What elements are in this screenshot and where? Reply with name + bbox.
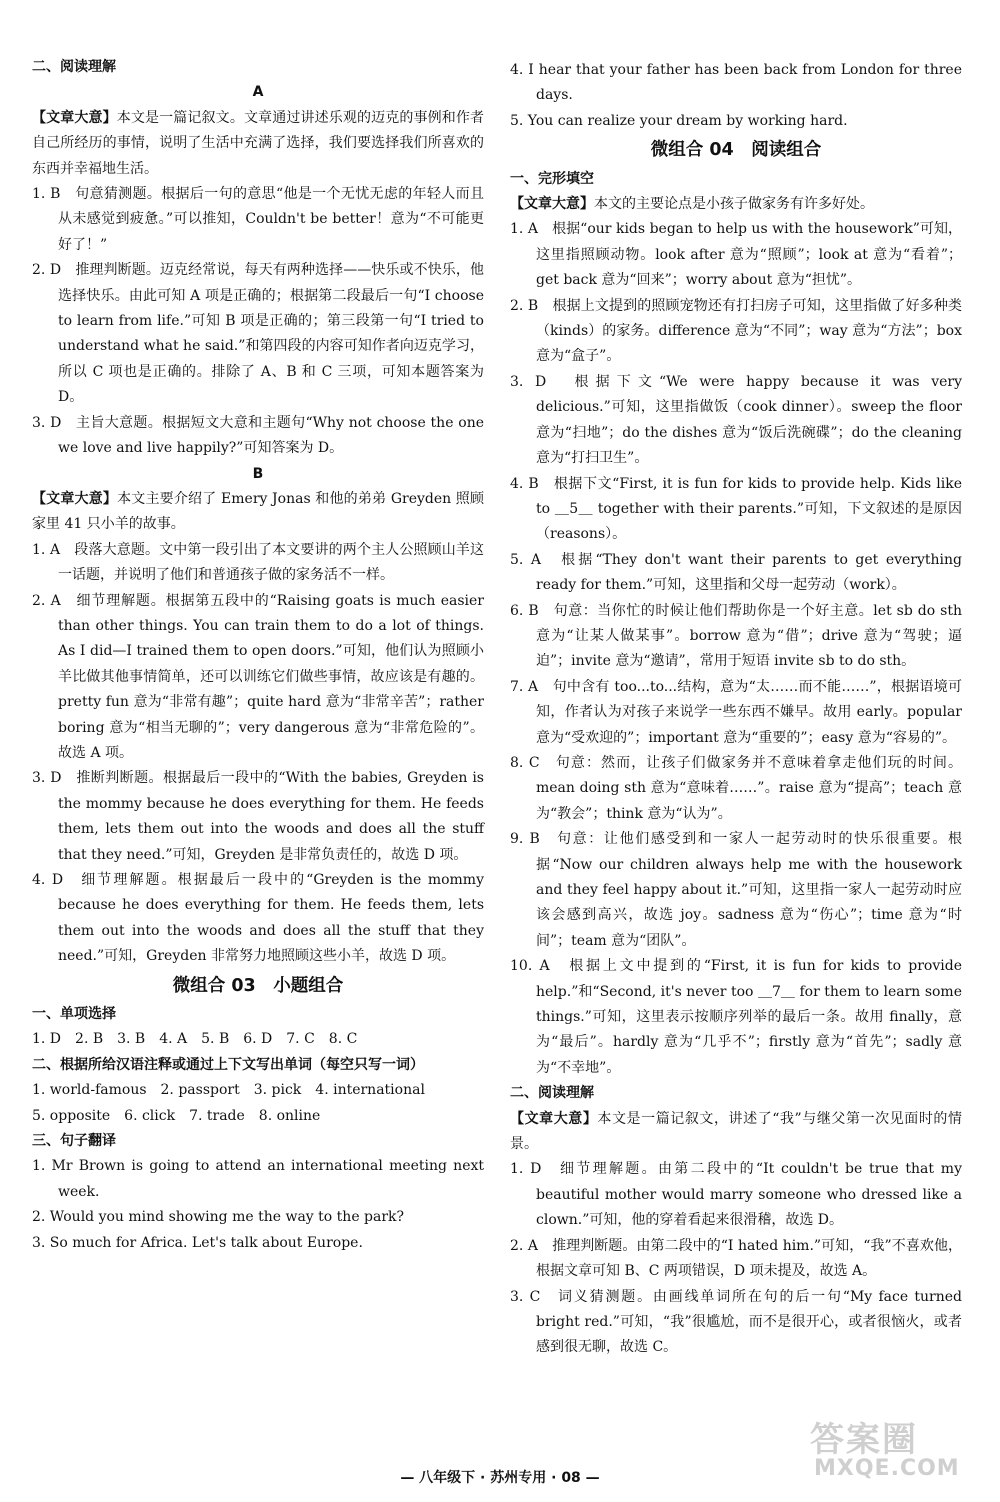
summary-tag: 【文章大意】: [510, 1110, 598, 1127]
answer-item: 2. A 推理判断题。由第二段中的“I hated him.”可知，“我”不喜欢他，根据文章可知 B、C 两项错误，D 项未提及，故选 A。: [510, 1237, 962, 1280]
summary-text: 本文的主要论点是小孩子做家务有许多好处。: [594, 196, 874, 213]
reading-summary: [510, 1107, 962, 1158]
answer-item: 1. D 细节理解题。由第二段中的“It couldn't be true that my beautiful mother would marry someone who dressed like a clown.”可知，他的穿着看起来很滑稽，故选 D。: [510, 1161, 962, 1229]
translation-item: 1. Mr Brown is going to attend an international meeting next week.: [32, 1158, 484, 1200]
translation-item: 3. So much for Africa. Let's talk about Europe.: [32, 1234, 363, 1251]
passage-label-b: B: [252, 465, 264, 482]
answer-item: 1. B 句意猜测题。根据后一句的意思“他是一个无忧无虑的年轻人而且从未感觉到疲惫。”可以推知，Couldn't be better！意为“不可能更好了！”: [32, 186, 484, 253]
single-choice-answers: 1. D 2. B 3. B 4. A 5. B 6. D 7. C 8. C: [32, 1031, 358, 1048]
passage-a-summary: [32, 106, 484, 182]
summary-tag: 【文章大意】: [510, 196, 594, 213]
passage-label-a: A: [252, 84, 264, 101]
page-footer: — 八年级下 · 苏州专用 · 08 —: [400, 1470, 600, 1486]
answer-item: 4. B 根据下文“First, it is fun for kids to provide help. Kids like to ＿5＿ together with their parents.”可知，下文叙述的是原因（reasons）。: [510, 475, 962, 543]
answer-item: 3. C 词义猜测题。由画线单词所在句的后一句“My face turned bright red.”可知，“我”很尴尬，而不是很开心，或者很恼火，或者感到很无聊，故选 C。: [510, 1288, 962, 1356]
answer-item: 4. D 细节理解题。根据最后一段中的“Greyden is the mommy because he does everything for them. He feeds them, lets them out into the woods and does all the stuff that they need.”可知，Greyden 非常努力地照顾这些小羊，故选 D 项。: [32, 872, 484, 965]
watermark-logo: [790, 1412, 980, 1492]
answer-item: 1. A 段落大意题。文中第一段引出了本文要讲的两个主人公照顾山羊这一话题，并说明了他们和普通孩子做的家务活不一样。: [32, 541, 484, 584]
answer-item: 2. B 根据上文提到的照顾宠物还有打扫房子可知，这里指做了好多种类（kinds）的家务。difference 意为“不同”；way 意为“方法”；box 意为“盒子”。: [510, 297, 962, 365]
translation-item: 5. You can realize your dream by working hard.: [510, 112, 848, 129]
answer-item: 8. C 句意：然而，让孩子们做家务并不意味着拿走他们玩的时间。mean doing sth 意为“意味着……”。raise 意为“提高”；teach 意为“教会”；think 意为“认为”。: [510, 754, 962, 822]
right-column: [510, 58, 962, 1361]
micro-group-04-title: 微组合 04 阅读组合: [650, 140, 822, 161]
answer-item: 3. D 主旨大意题。根据短文大意和主题句“Why not choose the one we love and live happily?”可知答案为 D。: [32, 414, 484, 457]
fill-words-line: 5. opposite 6. click 7. trade 8. online: [32, 1107, 321, 1124]
answer-item: 9. B 句意：让他们感受到和一家人一起劳动时的快乐很重要。根据“Now our children always help me with the housework and they feel happy about it.”可知，这里指一家人一起劳动时应该会感到高兴，故选 joy。sadness 意为“伤心”；time 意为“时间”；team 意为“团队”。: [510, 831, 962, 949]
answer-item: 3. D 推断判断题。根据最后一段中的“With the babies, Greyden is the mommy because he does everything for them. He feeds them, lets them out into the woods and does all the stuff that they need.”可知，Greyden 是非常负责任的，故选 D 项。: [32, 770, 484, 863]
answer-item: 6. B 句意：当你忙的时候让他们帮助你是一个好主意。let sb do sth 意为“让某人做某事”。borrow 意为“借”；drive 意为“驾驶；逼迫”；invite 意为“邀请”，常用于短语 invite sb to do sth。: [510, 602, 962, 670]
answer-item: 2. D 推理判断题。迈克经常说，每天有两种选择——快乐或不快乐，他选择快乐。由此可知 A 项是正确的；根据第二段最后一句“I choose to learn from life.”可知 B 项是正确的；第三段第一句“I tried to understand what he said.”和第四段的内容可知作者向迈克学习，所以 C 项也是正确的。排除了 A、B 和 C 三项，可知本题答案为 D。: [32, 262, 484, 406]
summary-text: 本文是一篇记叙文，讲述了“我”与继父第一次见面时的情景。: [510, 1110, 962, 1153]
left-column: [32, 55, 484, 1256]
answer-item: 3. D 根据下文“We were happy because it was very delicious.”可知，这里指做饭（cook dinner）。sweep the floor 意为“扫地”；do the dishes 意为“饭后洗碗碟”；do the cleaning 意为“打扫卫生”。: [510, 373, 962, 467]
translation-item: 2. Would you mind showing me the way to the park?: [32, 1209, 405, 1226]
fill-words-line: 1. world-famous 2. passport 3. pick 4. international: [32, 1082, 425, 1099]
answer-item: 10. A 根据上文中提到的“First, it is fun for kids to provide help.”和“Second, it's never too ＿7＿ for them to learn some things.”可知，这里表示按顺序列举的最后一条。故用 finally，意为“最后”。hardly 意为“几乎不”；firstly 意为“首先”；sadly 意为“不幸地”。: [510, 958, 962, 1076]
summary-text: 本文主要介绍了 Emery Jonas 和他的弟弟 Greyden 照顾家里 41 只小羊的故事。: [32, 490, 484, 533]
answer-item: 7. A 句中含有 too...to...结构，意为“太……而不能……”，根据语境可知，作者认为对孩子来说学一些东西不嫌早。故用 early。popular 意为“受欢迎的”；important 意为“重要的”；easy 意为“容易的”。: [510, 678, 962, 746]
watermark-text: 答案圈: [810, 1420, 918, 1460]
passage-b-summary: [32, 487, 484, 538]
answer-item: 1. A 根据“our kids began to help us with the housework”可知，这里指照顾动物。look after 意为“照顾”；look at 意为“看着”；get back 意为“回来”；worry about 意为“担忧”。: [510, 221, 962, 289]
summary-tag: 【文章大意】: [32, 109, 117, 126]
summary-text: 本文是一篇记叙文。文章通过讲述乐观的迈克的事例和作者自己所经历的事情，说明了生活中充满了选择，我们要选择我们所喜欢的东西并幸福地生活。: [32, 109, 485, 177]
section-heading-translation: 三、句子翻译: [32, 1133, 116, 1150]
cloze-summary: [510, 192, 962, 217]
answer-item: 2. A 细节理解题。根据第五段中的“Raising goats is much easier than other things. You can train them to do a lot of things. As I did—I trained them to open doors.”可知，他们认为照顾小羊比做其他事情简单，还可以训练它们做些事情，故应该是有趣的。pretty fun 意为“非常有趣”；quite hard 意为“非常辛苦”；rather boring 意为“相当无聊的”；very dangerous 意为“非常危险的”。故选 A 项。: [32, 592, 484, 761]
translation-item: 4. I hear that your father has been back from London for three days.: [510, 62, 962, 104]
watermark-url: MXQE.COM: [814, 1456, 960, 1481]
section-heading-reading: 二、阅读理解: [510, 1085, 594, 1102]
section-heading-cloze: 一、完形填空: [510, 170, 594, 187]
micro-group-03-title: 微组合 03 小题组合: [172, 975, 344, 996]
section-heading-fill-words: 二、根据所给汉语注释或通过上下文写出单词（每空只写一词）: [32, 1056, 424, 1073]
summary-tag: 【文章大意】: [32, 490, 118, 507]
answer-item: 5. A 根据“They don't want their parents to get everything ready for them.”可知，这里指和父母一起劳动（work）。: [510, 551, 962, 594]
section-heading-reading: 二、阅读理解: [32, 59, 116, 75]
section-heading-single-choice: 一、单项选择: [32, 1006, 116, 1023]
